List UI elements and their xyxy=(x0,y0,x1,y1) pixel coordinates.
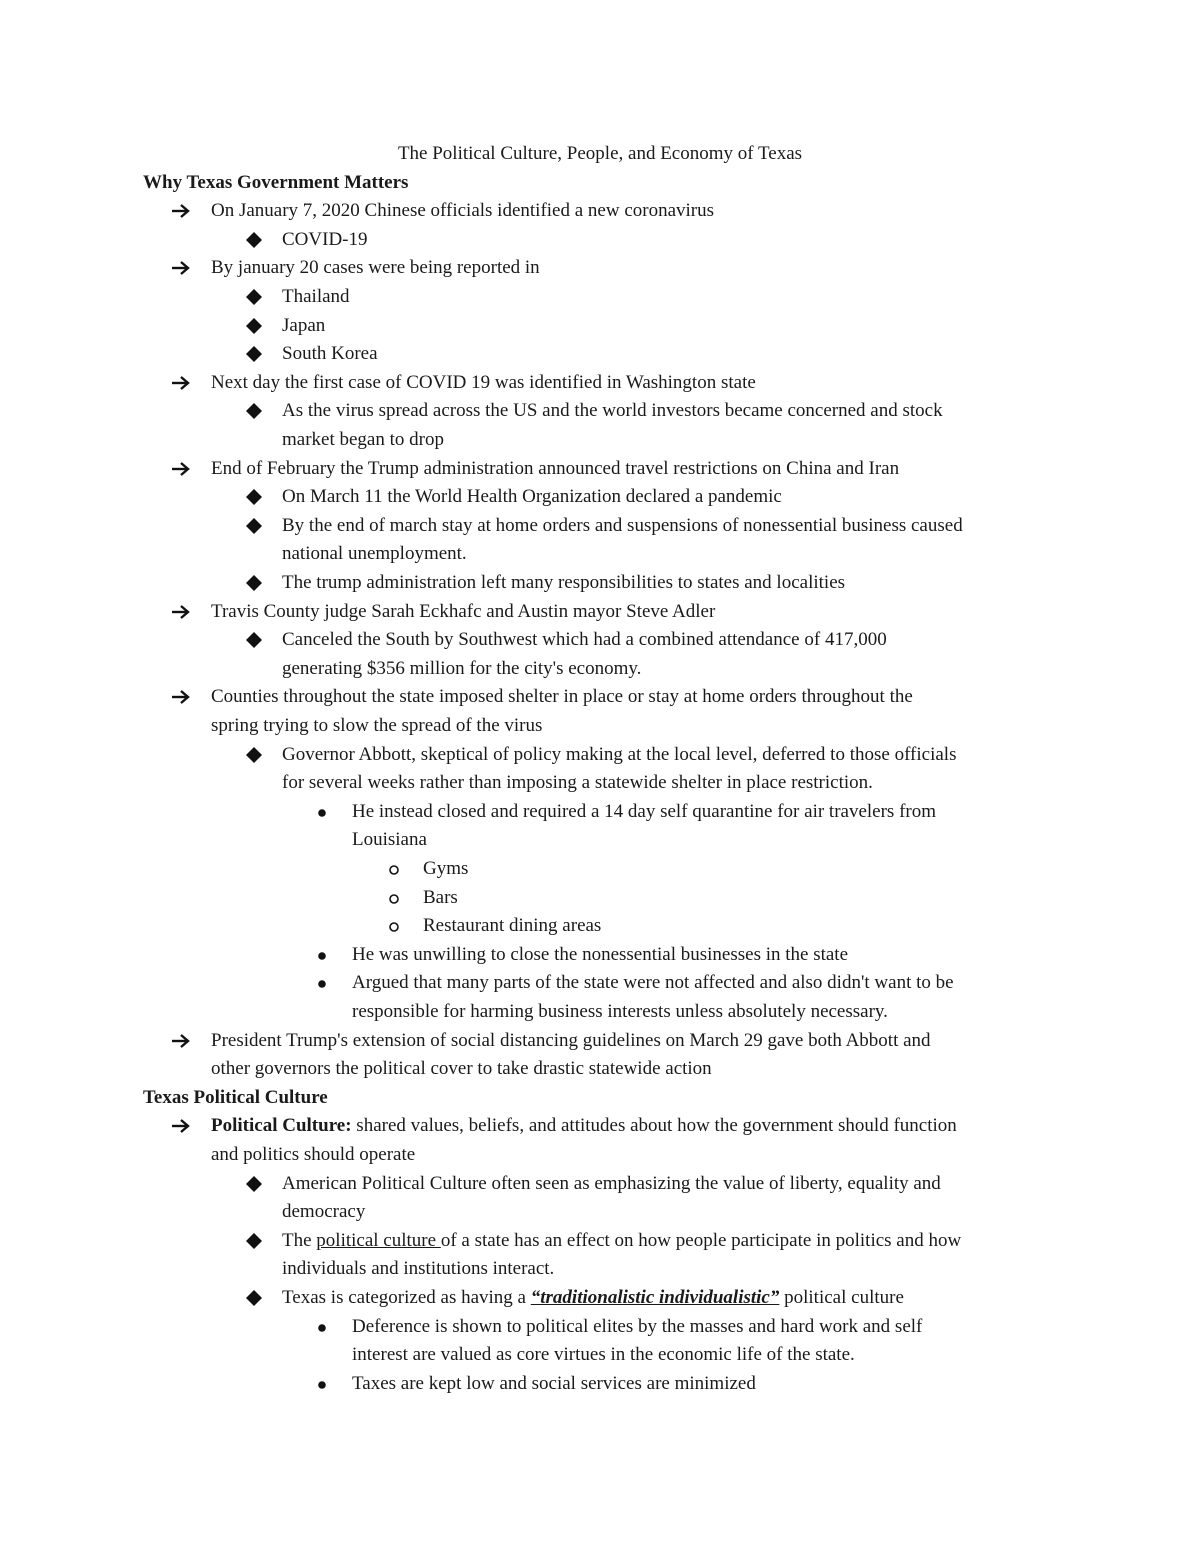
diamond-bullet-icon xyxy=(243,1287,265,1309)
list-item-text: responsible for harming business interests unless absolutely necessary. xyxy=(352,1001,888,1022)
list-item-text: national unemployment. xyxy=(282,543,467,565)
list-item-text: The trump administration left many responsibilities to states and localities xyxy=(282,572,846,593)
list-item-text: Travis County judge Sarah Eckhafc and Austin mayor Steve Adler xyxy=(211,600,716,622)
list-item-text xyxy=(282,1230,961,1252)
arrow-bullet-icon xyxy=(170,372,192,394)
list-item-text: On January 7, 2020 Chinese officials identified a new coronavirus xyxy=(211,200,715,222)
list-item-text: Deference is shown to political elites by the masses and hard work and self xyxy=(352,1315,923,1337)
list-item-text: for several weeks rather than imposing a statewide shelter in place restriction. xyxy=(282,772,873,794)
diamond-bullet-icon xyxy=(243,629,265,651)
list-item-text: South Korea xyxy=(282,343,378,365)
diamond-bullet-icon xyxy=(243,229,265,251)
list-item-text xyxy=(282,1287,904,1309)
text-run: of a state has an effect on how people participate in politics and how xyxy=(440,1229,962,1251)
emphasized-text: political culture xyxy=(316,1229,441,1251)
list-item-text: individuals and institutions interact. xyxy=(282,1258,555,1280)
list-item-text: Taxes are kept low and social services are minimized xyxy=(352,1372,756,1394)
list-item-text xyxy=(211,1115,957,1137)
list-item-text: market began to drop xyxy=(282,429,444,450)
text-run: Texas is categorized as having a xyxy=(282,1287,531,1308)
list-item-text: Louisiana xyxy=(352,829,427,851)
arrow-bullet-icon xyxy=(170,601,192,623)
text-run: shared values, beliefs, and attitudes about how the government should function xyxy=(351,1115,957,1137)
dot-bullet-icon xyxy=(311,1316,333,1338)
diamond-bullet-icon xyxy=(243,744,265,766)
list-item-text: Counties throughout the state imposed shelter in place or stay at home orders throughout the xyxy=(211,686,913,708)
section-heading: Why Texas Government Matters xyxy=(143,171,409,193)
dot-bullet-icon xyxy=(311,801,333,823)
dot-bullet-icon xyxy=(311,972,333,994)
list-item-text: Bars xyxy=(423,886,458,908)
list-item-text: Next day the first case of COVID 19 was identified in Washington state xyxy=(211,371,756,393)
diamond-bullet-icon xyxy=(243,315,265,337)
list-item-text: Governor Abbott, skeptical of policy making at the local level, deferred to those officials xyxy=(282,743,957,765)
arrow-bullet-icon xyxy=(170,686,192,708)
arrow-bullet-icon xyxy=(170,458,192,480)
diamond-bullet-icon xyxy=(243,286,265,308)
list-item-text: Thailand xyxy=(282,286,350,307)
list-item-text: generating $356 million for the city's economy. xyxy=(282,657,642,679)
diamond-bullet-icon xyxy=(243,572,265,594)
diamond-bullet-icon xyxy=(243,343,265,365)
circle-bullet-icon xyxy=(383,858,405,880)
list-item-text: spring trying to slow the spread of the virus xyxy=(211,715,543,736)
dot-bullet-icon xyxy=(311,1373,333,1395)
document-title: The Political Culture, People, and Economy of Texas xyxy=(397,143,803,164)
list-item-text: He instead closed and required a 14 day self quarantine for air travelers from xyxy=(352,800,937,822)
dot-bullet-icon xyxy=(311,944,333,966)
arrow-bullet-icon xyxy=(170,257,192,279)
list-item-text: interest are valued as core virtues in the economic life of the state. xyxy=(352,1344,855,1366)
list-item-text: On March 11 the World Health Organization declared a pandemic xyxy=(282,486,782,508)
list-item-text: As the virus spread across the US and the world investors became concerned and stock xyxy=(282,400,943,422)
diamond-bullet-icon xyxy=(243,515,265,537)
circle-bullet-icon xyxy=(383,887,405,909)
list-item-text: President Trump's extension of social distancing guidelines on March 29 gave both Abbott and xyxy=(211,1029,931,1051)
arrow-bullet-icon xyxy=(170,1115,192,1137)
circle-bullet-icon xyxy=(383,915,405,937)
list-item-text: Canceled the South by Southwest which had a combined attendance of 417,000 xyxy=(282,629,887,651)
list-item-text: American Political Culture often seen as emphasizing the value of liberty, equality and xyxy=(282,1172,941,1194)
list-item-text: Argued that many parts of the state were not affected and also didn't want to be xyxy=(352,972,954,994)
arrow-bullet-icon xyxy=(170,1030,192,1052)
section-heading: Texas Political Culture xyxy=(143,1086,328,1108)
list-item-text: Japan xyxy=(282,314,326,336)
arrow-bullet-icon xyxy=(170,200,192,222)
list-item-text: COVID-19 xyxy=(282,228,368,250)
text-run: political culture xyxy=(779,1287,904,1308)
list-item-text: By the end of march stay at home orders and suspensions of nonessential business caused xyxy=(282,514,963,536)
list-item-text: Gyms xyxy=(423,858,469,879)
list-item-text: other governors the political cover to take drastic statewide action xyxy=(211,1058,712,1080)
list-item-text: By january 20 cases were being reported in xyxy=(211,257,540,279)
diamond-bullet-icon xyxy=(243,400,265,422)
diamond-bullet-icon xyxy=(243,1173,265,1195)
diamond-bullet-icon xyxy=(243,1230,265,1252)
list-item-text: democracy xyxy=(282,1201,366,1223)
emphasized-text: “traditionalistic individualistic” xyxy=(530,1287,780,1308)
list-item-text: and politics should operate xyxy=(211,1144,416,1165)
text-run: The xyxy=(282,1229,317,1251)
diamond-bullet-icon xyxy=(243,486,265,508)
list-item-text: Restaurant dining areas xyxy=(423,915,602,937)
list-item-text: He was unwilling to close the nonessential businesses in the state xyxy=(352,943,849,965)
emphasized-text: Political Culture: xyxy=(211,1115,352,1137)
list-item-text: End of February the Trump administration announced travel restrictions on China and Iran xyxy=(211,457,900,479)
